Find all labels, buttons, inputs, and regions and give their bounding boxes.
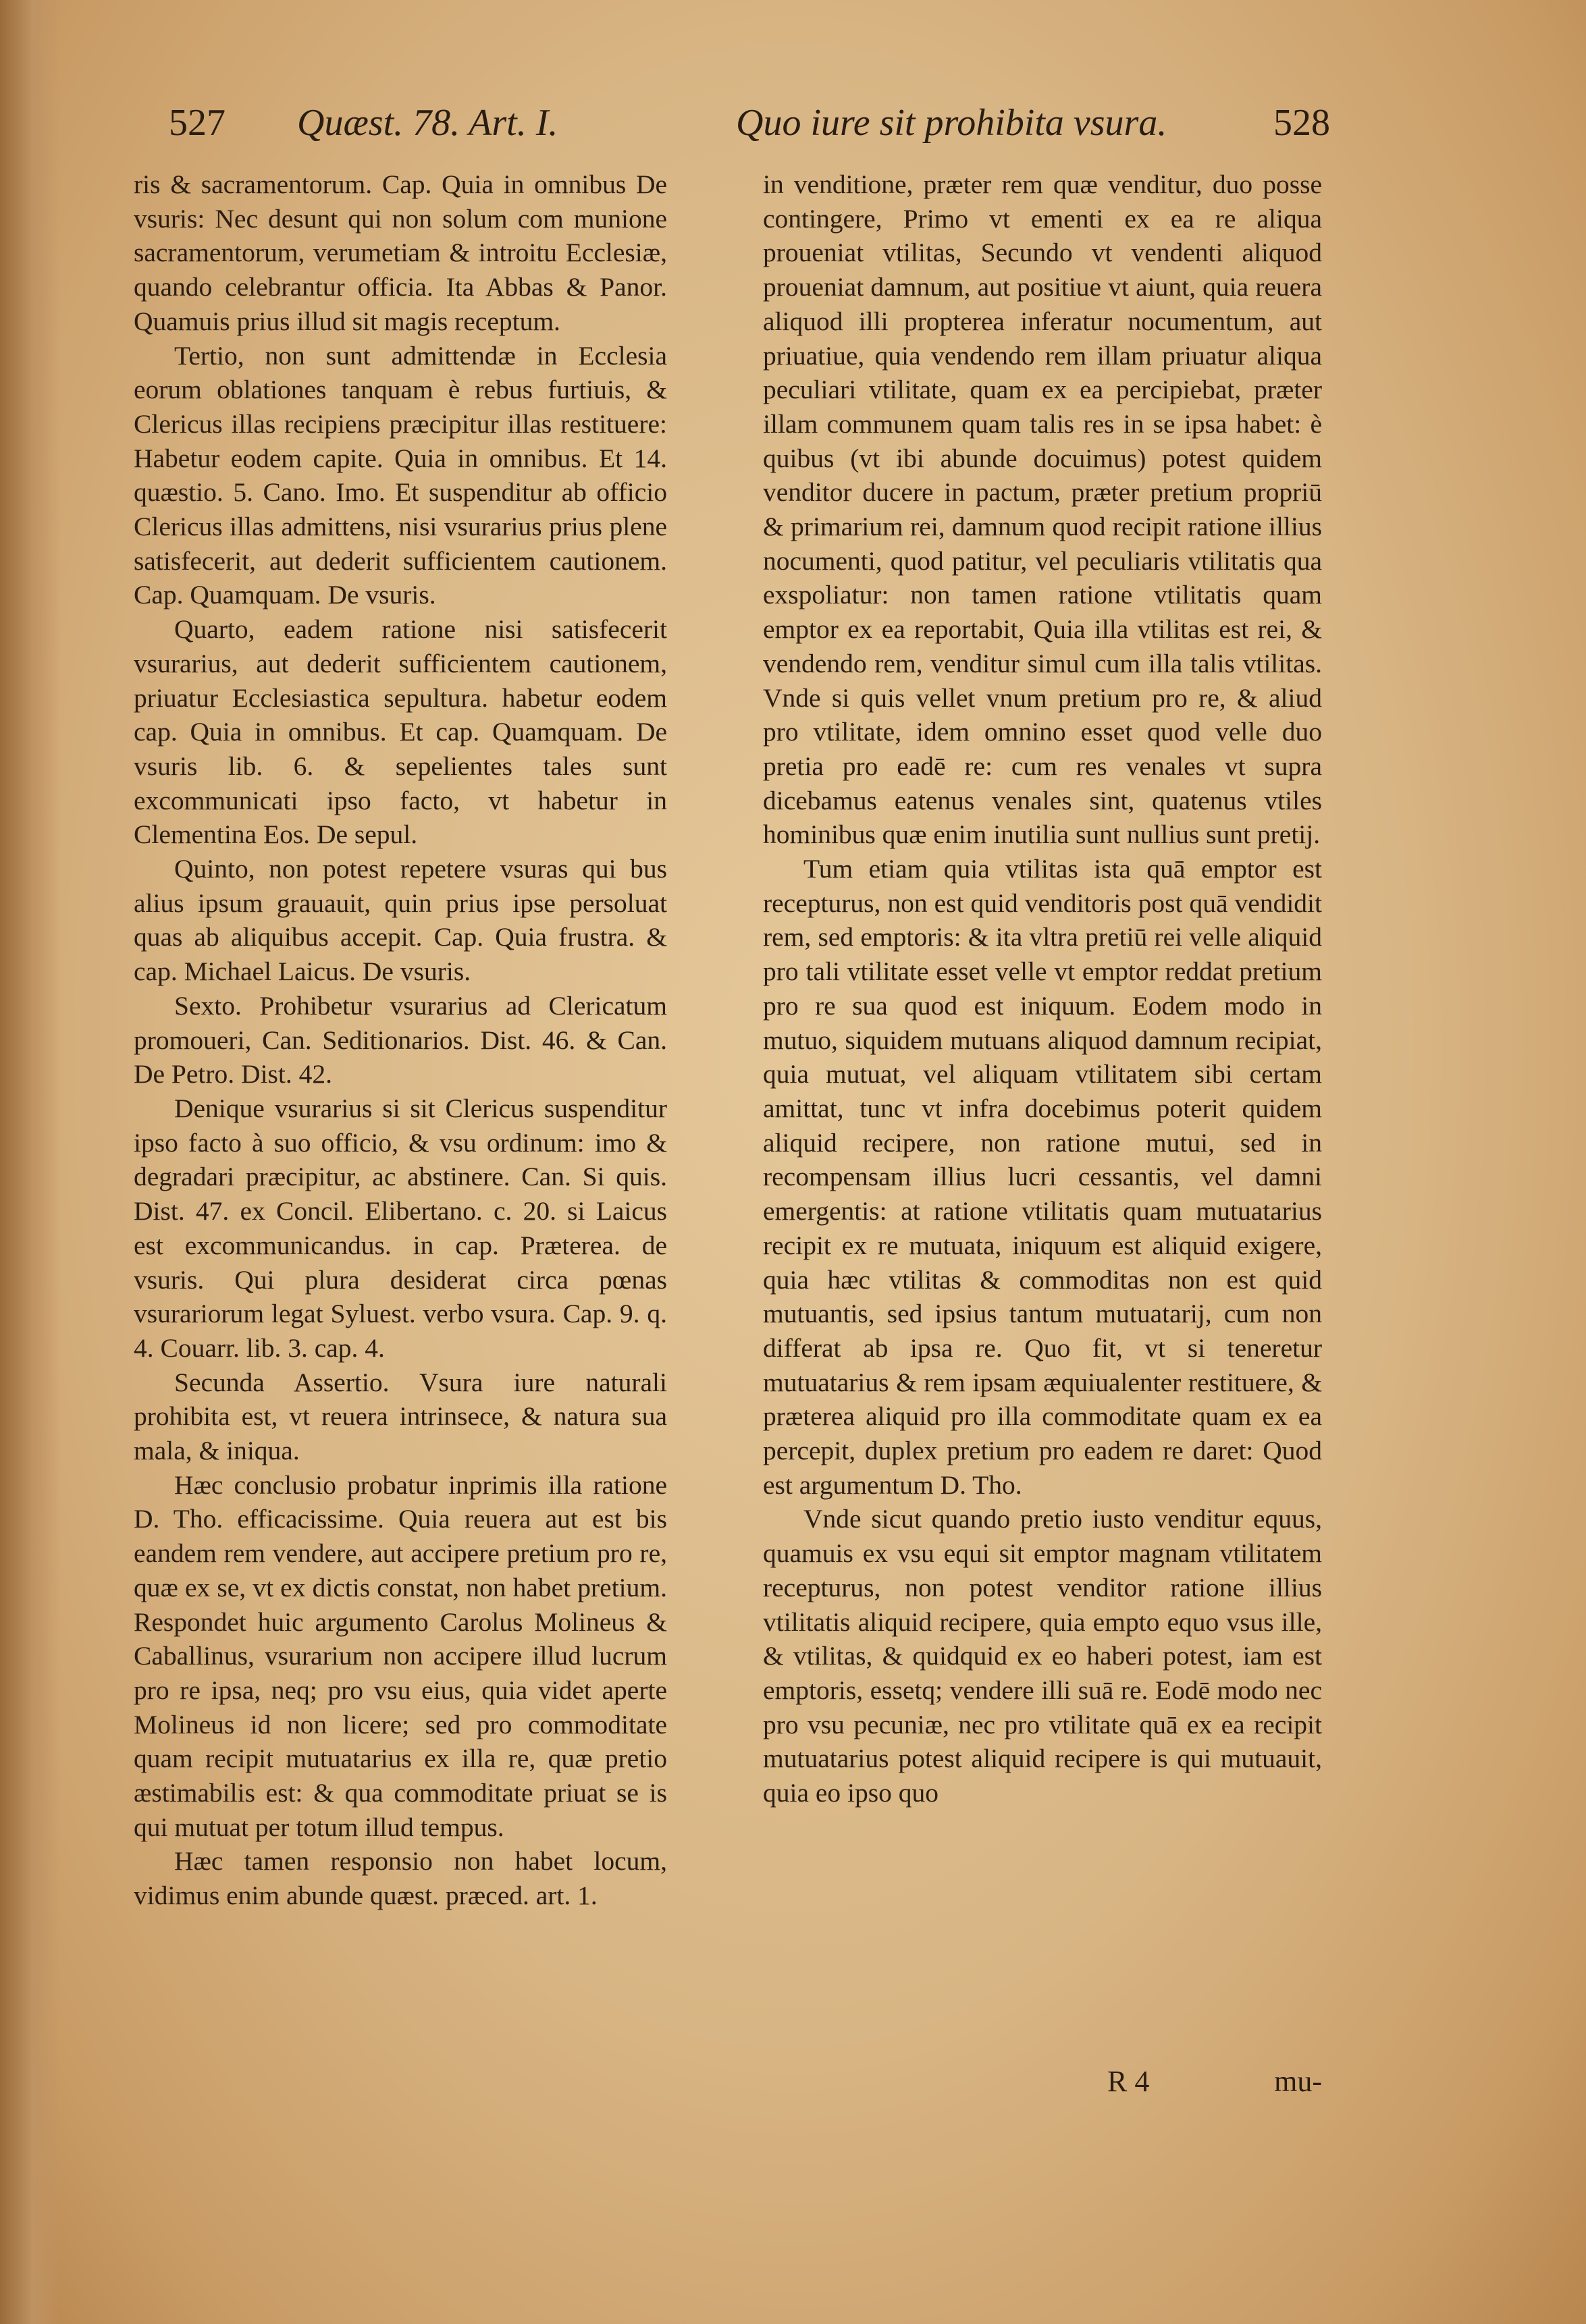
paragraph: Tertio, non sunt admittendæ in Ecclesia eorum oblationes tanquam è rebus furtiuis, & Clericus illas recipiens præcipitur illas restituere: Habetur eodem capite. Quia in omnibus. Et 14. quæstio. 5. Cano. Imo. Et suspenditur ab officio Clericus illas admittens, nisi vsurarius prius plene satisfecerit, aut dederit sufficientem cautionem. Cap. Quamquam. De vsuris. [134, 340, 667, 610]
paragraph: ris & sacramentorum. Cap. Quia in omnibus De vsuris: Nec desunt qui non solum com munione sacramentorum, verumetiam & introitu Ecclesiæ, quando celebrantur officia. Ita Abbas & Panor. Quamuis prius illud sit magis receptum. [134, 169, 667, 336]
paragraph: Quinto, non potest repetere vsuras qui bus alius ipsum grauauit, quin prius ipse persoluat quas ab aliquibus accepit. Cap. Quia frustra. & cap. Michael Laicus. De vsuris. [134, 854, 667, 987]
paragraph: Denique vsurarius si sit Clericus suspenditur ipso facto à suo officio, & vsu ordinum: imo & degradari præcipitur, ac abstinere. Can. Si quis. Dist. 47. ex Concil. Elibertano. c. 20. si Laicus est excommunicandus. in cap. Præterea. de vsuris. Qui plura desiderat circa pœnas vsurariorum legat Syluest. verbo vsura. Cap. 9. q. 4. Couarr. lib. 3. cap. 4. [134, 1093, 667, 1363]
paragraph: Sexto. Prohibetur vsurarius ad Clericatum promoueri, Can. Seditionarios. Dist. 46. & Can. De Petro. Dist. 42. [134, 990, 667, 1089]
paragraph: Secunda Assertio. Vsura iure naturali prohibita est, vt reuera intrinsece, & natura sua mala, & iniqua. [134, 1367, 667, 1466]
paragraph: Vnde sicut quando pretio iusto venditur equus, quamuis ex vsu equi sit emptor magnam vtilitatem recepturus, non potest venditor ratione illius vtilitatis aliquid recipere, quia empto equo vsus ille, & vtilitas, & quidquid ex eo haberi potest, iam est emptoris, essetq; vendere illi suā re. Eodē modo nec pro vsu pecuniæ, nec pro vtilitate quā ex ea recipit mutuatarius potest aliquid recipere is qui mutuauit, quia eo ipso quo [763, 1504, 1322, 1808]
catchword: mu- [1274, 2065, 1322, 2098]
running-title-right: Quo iure sit prohibita vsura. [736, 102, 1167, 144]
signature-mark: R 4 [1107, 2065, 1150, 2098]
page-footer [763, 2064, 1322, 2105]
paragraph: Hæc tamen responsio non habet locum, vidimus enim abunde quæst. præced. art. 1. [134, 1846, 667, 1911]
running-header [169, 101, 1330, 155]
paragraph: Tum etiam quia vtilitas ista quā emptor est recepturus, non est quid venditoris post quā vendidit rem, sed emptoris: & ita vltra pretiū rei velle aliquid pro tali vtilitate esset velle vt emptor reddat pretium pro re sua quod est iniquum. Eodem modo in mutuo, siquidem mutuans aliquod damnum recipiat, quia mutuat, vel aliquam vtilitatem sibi certam amittat, tunc vt infra docebimus poterit quidem aliquid recipere, non ratione mutui, sed in recompensam illius lucri cessantis, vel damni emergentis: at ratione vtilitatis quam mutuatarius recipit ex re mutuata, iniquum est aliquid exigere, quia hæc vtilitas & commoditas non est quid mutuantis, sed ipsius tantum mutuatarij, cum non differat ab ipsa re. Quo fit, vt si teneretur mutuatarius & rem ipsam æquiualenter restituere, & præterea aliquid pro illa commoditate quam ex ea percepit, duplex pretium pro eadem re daret: Quod est argumentum D. Tho. [763, 854, 1322, 1500]
right-text-column [763, 167, 1322, 2078]
page-number-left: 527 [169, 102, 226, 144]
paragraph: Quarto, eadem ratione nisi satisfecerit vsurarius, aut dederit sufficientem cautionem, priuatur Ecclesiastica sepultura. habetur eodem cap. Quia in omnibus. Et cap. Quamquam. De vsuris lib. 6. & sepelientes tales sunt excommunicati ipso facto, vt habetur in Clementina Eos. De sepul. [134, 614, 667, 850]
paragraph: in venditione, præter rem quæ venditur, duo posse contingere, Primo vt ementi ex ea re aliqua proueniat vtilitas, Secundo vt vendenti aliquod proueniat damnum, aut positiue vt aiunt, quia reuera aliquod illi propterea inferatur nocumentum, aut priuatiue, quia vendendo rem illam priuatur aliqua peculiari vtilitate, quam ex ea percipiebat, præter illam communem quam talis res in se ipsa habet: è quibus (vt ibi abunde docuimus) potest quidem venditor ducere in pactum, præter pretium propriū & primarium rei, damnum quod recipit ratione illius nocumenti, quod patitur, vel peculiaris vtilitatis qua exspoliatur: non tamen ratione vtilitatis quam emptor ex ea reportabit, Quia illa vtilitas est rei, & vendendo rem, venditur simul cum illa talis vtilitas. Vnde si quis vellet vnum pretium pro re, & aliud pro vtilitate, idem omnino esset quod velle duo pretia pro eadē re: cum res venales vt supra dicebamus eatenus venales sint, quatenus vtiles hominibus quæ enim inutilia sunt nullius sunt pretij. [763, 169, 1322, 850]
binding-gutter [0, 0, 61, 2324]
running-title-left: Quæst. 78. Art. I. [297, 102, 558, 144]
paragraph: Hæc conclusio probatur inprimis illa ratione D. Tho. efficacissime. Quia reuera aut est bis eandem rem vendere, aut accipere pretium pro re, quæ ex se, vt ex dictis constat, non habet pretium. Respondet huic argumento Carolus Molineus & Caballinus, vsurarium non accipere illud lucrum pro re ipsa, neq; pro vsu eius, quia videt aperte Molineus id non licere; sed pro commoditate quam recipit mutuatarius ex illa re, quæ pretio æstimabilis est: & qua commoditate priuat se is qui mutuat per totum illud tempus. [134, 1469, 667, 1842]
left-text-column [134, 167, 667, 2078]
page-number-right: 528 [1273, 102, 1330, 144]
